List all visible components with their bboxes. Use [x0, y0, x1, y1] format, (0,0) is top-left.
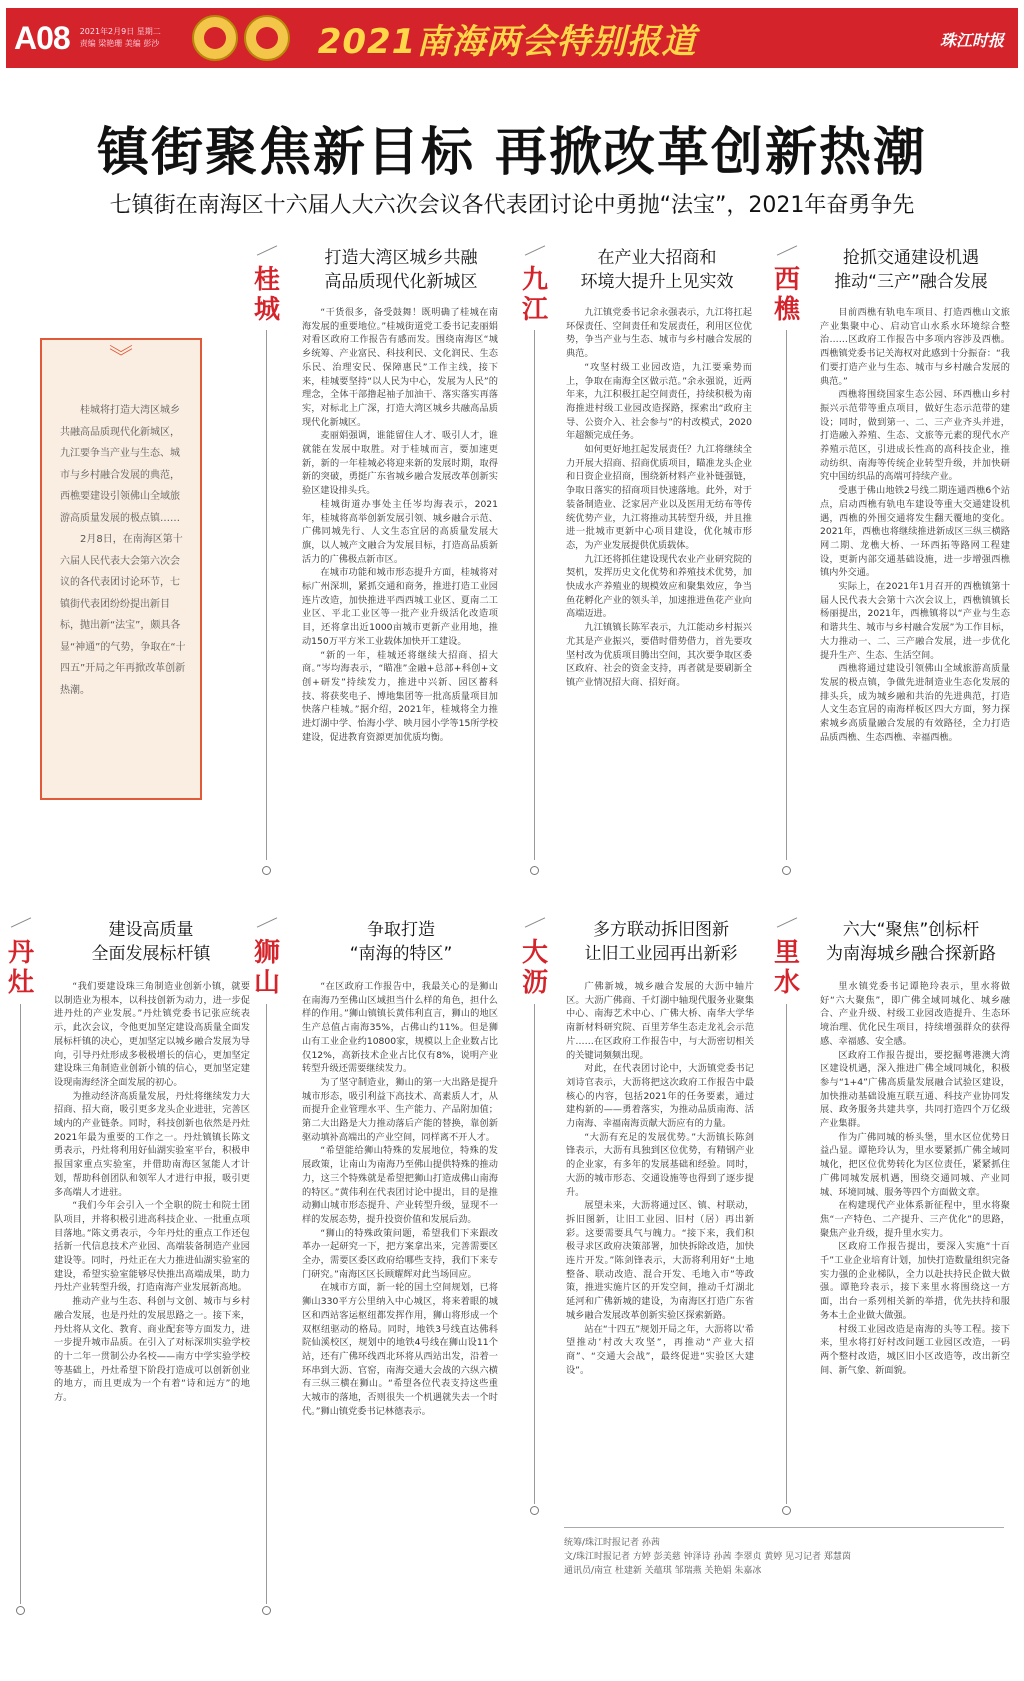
credit-line: 文/珠江时报记者 方婷 彭美慈 钟泽诗 孙茜 李翠贞 黄婷 见习记者 郑慧茵	[564, 1552, 851, 1562]
paragraph: “在区政府工作报告中，我最关心的是狮山在南海乃至佛山区域担当什么样的角色，担什么样的作用。”狮山镇镇长黄伟利直言，狮山的地区生产总值占南海35%，占佛山约11%。但是狮山有工业企业约10800家，规模以上企业数占比仅12%，高新技术企业占比仅有8%，说明产业转型升级还需要继续发力。	[302, 981, 498, 1075]
article-column-guicheng	[302, 306, 498, 874]
divider-dot	[530, 866, 539, 875]
district-label-shishan: 狮山	[253, 938, 280, 998]
divider-dot	[262, 1606, 271, 1615]
section-title-lishui: 六大“聚焦”创标杆 为南海城乡融合探新路	[826, 920, 996, 964]
section-title-guicheng: 打造大湾区城乡共融 高品质现代化新城区	[324, 248, 478, 292]
paragraph: 九江镇镇长陈军表示，九江能动乡村振兴尤其是产业振兴，要借时借势借力，首先要攻坚村改为优质项目腾出空间，其次要争取区委区政府、社会的资金支持，再者就是要刷新全镇产业情况招大商、招好商。	[566, 622, 752, 688]
paragraph: “希望能给狮山特殊的发展地位，特殊的发展政策，让南山为南海乃至佛山提供特殊的推动力，这三个特殊就是希望把狮山打造成佛山南海的特区。”黄伟利在代表团讨论中提出，目的是推动狮山城市形态提升、产业转型升级，显现不一样的发展态势，提升投资价值和发展后劲。	[302, 1145, 498, 1225]
section-title-danzao: 建设高质量 全面发展标杆镇	[91, 920, 211, 964]
divider	[525, 917, 545, 927]
district-label-danzao: 丹灶	[7, 938, 34, 998]
paragraph: 桂城街道办事处主任岑均海表示，2021年，桂城将高举创新发展引领、城乡融合示范、广佛同城先行、人文生态宜居的高质量发展大旗，以人城产文融合为发展目标，打造高品质新活力的广佛极点新市区。	[302, 498, 498, 565]
credit-line: 统筹/珠江时报记者 孙茜	[564, 1538, 660, 1548]
section-title-dali: 多方联动拆旧图新 让旧工业园再出新彩	[584, 920, 738, 964]
byline-credits	[564, 1527, 1004, 1578]
editor-credit: 责编 梁艳珊 美编 彭沙	[79, 39, 160, 48]
paragraph: 九江还将抓住建设现代农业产业研究院的契机，发挥历史文化优势和养殖技术优势，加快成水产养殖业的规模效应和聚集效应，争当鱼花孵化产业的领头羊，加速推进鱼花产业向高端迈进。	[566, 553, 752, 620]
divider	[534, 1004, 535, 1504]
paragraph: “我们要建设珠三角制造业创新小镇，就要以制造业为根本，以科技创新为动力，进一步促进丹灶的产业发展。”丹灶镇党委书记张应统表示，此次会议，令他更加坚定建设高质量全面发展标杆镇的决心，更加坚定以城乡融合发展为导向，引导丹灶形成多极极增长的信心，更加坚定建设珠三角制造业创新小镇的信心，更加坚定建设现南海经济全面发展的初心。	[54, 981, 250, 1088]
banner-title: 2021南海两会特别报道	[317, 21, 697, 62]
paragraph: 展望未来，大沥将通过区、镇、村联动，拆旧图新，让旧工业园、旧村（居）再出新彩。这要需要具气与魄力。“接下来，我们积极寻求区政府决策部署，加快拆除改造，加快连片开发。”陈剑锋表示，大沥将利用好“土地整备、联动改造、混合开发、毛地入市”等政策，推进实施片区的开发空间，推动千灯湖北延河和广佛新城的建设，为南海区打造广东省城乡融合发展改革创新实验区探索新路。	[566, 1200, 754, 1321]
article-column-xiqiao	[820, 306, 1010, 874]
intro-paragraph: 桂城将打造大湾区城乡共融高品质现代化新城区，九江要争当产业与生态、城市与乡村融合发展的典范，西樵要建设引领佛山全域旅游高质量发展的极点镇……	[60, 405, 180, 524]
paragraph: 在城市方面，新一轮的国土空间规划，已将狮山330平方公里纳入中心城区，将来着眼的城区和西站客运枢纽都发挥作用，狮山将形成一个双枢纽驱动的格局。同时，地铁3号线直达佛科院仙溪校区，规划中的地铁4号线在狮山设11个站，还有广佛环线西北环将从西站出发，沿着一环串到大沥、官窑，南海交通大会战的六纵六横有三纵三横在狮山。“希望各位代表支持这些重大城市的落地，否则很失一个机遇就失去一个时代。”狮山镇党委书记林德表示。	[302, 1282, 498, 1417]
cppcc-emblem-icon	[244, 15, 290, 61]
paragraph: “大沥有充足的发展优势。”大沥镇长陈剑锋表示，大沥有具独到区位优势，有精钢产业的企业家，有多年的发展基础和经验。同时，大沥的城市形态、交通设施等也得到了逐步提升。	[566, 1131, 754, 1198]
paragraph: 村级工业园改造是南海的头等工程。接下来，里水将打好村改问题工业园区改造，一码两个整村改造，城区旧小区改造等，改出新空间、新气象、新面貌。	[820, 1323, 1010, 1376]
paragraph: 九江镇党委书记余永强表示，九江将扛起环保责任、空间责任和发展责任，利用区位优势，争当产业与生态、城市与乡村融合发展的典范。	[566, 307, 752, 360]
district-label-jiujiang: 九江	[521, 265, 548, 325]
paragraph: “攻坚村级工业园改造，九江要乘势而上，争取在南海全区做示范。”余永强说，近两年来，九江积极扛起空间责任，持续积极为南海推进村级工业园改造探路，探索出“政府主导、公资介入、社会参与”的村改模式，2020年超额完成任务。	[566, 361, 752, 442]
paragraph: 区政府工作报告提出，要深入实施“十百千”工业企业培育计划，加快打造数量组织完备实力强的企业梯队，全力以赴扶持民企做大做强。谭艳玲表示，接下来里水将围绕这一方面，出台一系列相关新的举措，优先扶持和服务本土企业做大做强。	[820, 1241, 1010, 1321]
issue-date: 2021年2月9日 星期二	[79, 27, 161, 36]
divider-dot	[16, 1606, 25, 1615]
subheadline: 七镇街在南海区十六届人大六次会议各代表团讨论中勇抛“法宝”，2021年奋勇争先	[109, 193, 915, 218]
paragraph: 西樵将围绕国家生态公园、环西樵山乡村振兴示范带等重点项目，做好生态示范带的建设；同时，做到第一、二、三产业齐头并进，打造融入养殖、生态、文旅等元素的现代水产养殖示范区，引进成长性高的高科技企业，推动纺织、南海等传统企业转型升级，并加快研究中国纺织品的高端可持续产业。	[820, 389, 1010, 483]
paragraph: 在构建现代产业体系新征程中，里水将聚焦“一产特色、二产提升、三产优化”的思路，聚焦产业升级，提升里水实力。	[820, 1200, 1010, 1239]
credit-line: 通讯员/南宣 杜建新 关蕴琪 邹瑞燕 关艳娟 朱嘉冰	[564, 1566, 762, 1576]
divider-dot	[530, 1506, 539, 1515]
paragraph: 如何更好地扛起发展责任？九江将继续全力开展大招商、招商优质项目，瞄准龙头企业和日资企业招商，围绕新材料产业补链强链，争取日落实的招商项目快速落地。此外，对于装备制造业、泛家居产业以及医用无纺布等传统优势产业，九江将推动其转型升级，并且推进一批城市更新中心项目建设，优化城市形态，为产业发展提供优质载体。	[566, 444, 752, 551]
paragraph: 西樵将通过建设引领佛山全域旅游高质量发展的极点镇，争做先进制造业生态化发展的排头兵，成为城乡融和共治的先进典范，打造人文生态宜居的南海样板区四大方面，努力探索城乡高质量融合发展的有效路径，全力打造品质西樵、生态西樵、幸福西樵。	[820, 663, 1010, 743]
section-title-jiujiang: 在产业大招商和 环境大提升上见实效	[580, 248, 734, 292]
article-column-jiujiang	[566, 306, 752, 874]
paragraph: 实际上，在2021年1月召开的西樵镇第十届人民代表大会第十六次会议上，西樵镇镇长杨丽提出，2021年，西樵镇将以“产业与生态和谐共生、城市与乡村融合发展”为工作目标，大力推动一、二、三产融合发展，进一步优化提升生产、生态、生活空间。	[820, 581, 1010, 661]
section-title-shishan: 争取打造 “南海的特区”	[349, 920, 453, 964]
divider	[257, 245, 277, 255]
intro-paragraph: 2月8日，在南海区第十六届人民代表大会第六次会议的各代表团讨论环节，七镇街代表团纷纷提出新目标，抛出新“法宝”，颇具各显“神通”的气势，争取在“十四五”开局之年再掀改革创新热潮。	[60, 534, 186, 696]
national-emblem-icon	[192, 15, 238, 61]
date-block	[80, 26, 186, 50]
paragraph: “我们今年会引入一个全职的院士和院士团队项目，并将积极引进高科技企业、一批重点项目落地。”陈文勇表示，今年丹灶的重点工作还包括新一代信息技术产业园、高端装备制造产业园建设等。同时，丹灶正在大力推进仙湖实验室的建设，希望实验室能够尽快推出高端成果，助力丹灶产业转型升级，打造南海产业发展新高地。	[54, 1200, 250, 1294]
divider-dot	[262, 866, 271, 875]
divider	[266, 1004, 267, 1604]
masthead-banner	[6, 8, 1018, 68]
district-label-dali: 大沥	[521, 938, 548, 998]
chevron-down-icon: ︾	[109, 343, 133, 371]
divider	[534, 330, 535, 860]
paragraph: 受惠于佛山地铁2号线二期连通西樵6个站点，启动西樵有轨电车建设等重大交通建设机遇，西樵的外围交通将发生翻天覆地的变化。2021年，西樵也将继续推进新成区三纵三横路网二期、龙樵大桥、一环西拓等路网工程建设，更新内部交通基础设施，进一步增强西樵镇内外交通。	[820, 485, 1010, 579]
divider	[257, 917, 277, 927]
district-label-xiqiao: 西樵	[773, 265, 800, 325]
paragraph: 作为广佛同城的桥头堡，里水区位优势日益凸显。谭艳玲认为，里水要紧抓广佛全域同城化，把区位优势转化为区位责任，紧紧抓住广佛同城发展机遇，围绕交通同城、产业同城、环境同城、服务等四个方面做文章。	[820, 1131, 1010, 1198]
section-title-xiqiao: 抢抓交通建设机遇 推动“三产”融合发展	[834, 248, 988, 292]
paragraph: 为推动经济高质量发展，丹灶将继续发力大招商、招大商，吸引更多龙头企业进驻，完善区域内的产业链条。同时，科技创新也依然是丹灶2021年最为重要的工作之一。丹灶镇镇长陈文勇表示，丹灶将利用好仙湖实验室平台，积极申报国家重点实验室，并借助南海区氢能人才计划，帮助科创团队和领军人才进行申报，吸引更多高端人才进驻。	[54, 1090, 250, 1198]
divider-dot	[782, 1506, 791, 1515]
paragraph: 麦丽娟强调，谁能留住人才、吸引人才，谁就能在发展中取胜。对于桂城而言，要加速更新，新的一年桂城必将迎来新的发展时期，取得新的突破，勇挺广东省城乡融合发展改革创新实验区建设排头兵。	[302, 430, 498, 497]
paragraph: “干货很多，备受鼓舞！既明确了桂城在南海发展的重要地位。”桂城街道党工委书记麦丽娟对看区政府工作报告有感而发。围绕南海区“城乡统筹、产业富民、科技利民、文化润民、生态乐民、治理安民、保障惠民”工作主线，接下来，桂城要坚持“以人民为中心，发展为人民”的理念，全体干部撸起袖子加油干、落实落实再落实，对标北上广深，打造大湾区城乡共融高品质现代化新城区。	[302, 307, 498, 428]
divider	[786, 330, 787, 860]
article-column-lishui	[820, 980, 1010, 1504]
paragraph: 目前西樵有轨电车项目、打造西樵山文旅产业集聚中心、启动官山水系水环境综合整治……区政府工作报告中多项内容涉及西樵。西樵镇党委书记关海权对此感到十分振奋：“我们要打造产业与生态、城市与乡村融合发展的典范。”	[820, 307, 1010, 387]
page-number: A08	[14, 19, 70, 56]
newspaper-logo: 珠江时报	[939, 31, 1004, 50]
article-column-danzao	[54, 980, 250, 1600]
paragraph: “新的一年，桂城还将继续大招商、招大商。”岑均海表示，“瞄准”金融+总部+科创+文创+研发”持续发力，推进中兴新、园区蓄科技、将获奖电子、博地集团等一批高质量项目加快落户桂城。”据介绍，2021年，桂城将全力推进灯湖中学、怡海小学、映月园小学等15所学校建设，促进教育资源更加优质均衡。	[302, 649, 498, 743]
paragraph: 里水镇党委书记谭艳玲表示，里水将做好“六大聚焦”，即广佛全域同城化、城乡融合、产业升级、村级工业园改造提升、生态环境治理、优化民生项目，持续增强群众的获得感、幸福感、安全感。	[820, 981, 1010, 1047]
divider-dot	[782, 866, 791, 875]
divider	[266, 330, 267, 860]
divider	[786, 1004, 787, 1504]
paragraph: 推动产业与生态、科创与文创、城市与乡村融合发展，也是丹灶的发展思路之一。接下来，丹灶将从文化、教育、商业配套等方面发力，进一步提升城市品质。在引入了对标深圳实验学校的十二年一贯制公办名校——南方中学实验学校等基础上，丹灶希望下阶段打造成可以创新创业的地方，而且更成为一个有着“诗和远方”的地方。	[54, 1296, 250, 1404]
divider	[525, 245, 545, 255]
paragraph: 站在“十四五”规划开局之年，大沥将以‘希望推动’村改大攻坚”，再推动“产业大招商”、“交通大会战”，最终促进“实验区大建设”。	[566, 1323, 754, 1376]
district-label-guicheng: 桂城	[253, 265, 280, 325]
divider	[777, 917, 797, 927]
divider	[20, 1004, 21, 1604]
intro-box	[40, 338, 202, 800]
article-column-dali	[566, 980, 754, 1504]
paragraph: 对此，在代表团讨论中，大沥镇党委书记刘诗官表示，大沥将把这次政府工作报告中最核心的内容，包括2021年的任务要素，通过建构新的——勇着落实，为推动品质南海、活力南海、幸福南海贡献大沥应有的力量。	[566, 1063, 754, 1130]
paragraph: 在城市功能和城市形态提升方面，桂城将对标广州深圳，紧抓交通和商务，推进打造工业园连片改造，加快推进平西西城工业区、夏南二工业区、平北工业区等一批产业升级活化改造项目，还将拿出近1000亩城市更新产业用地，推动150万平方米工业载体加快开工建设。	[302, 567, 498, 647]
divider	[777, 245, 797, 255]
paragraph: 广佛新城，城乡融合发展的大沥中轴片区。大沥广佛商、千灯湖中轴现代服务业聚集中心、南海艺术中心、广佛大桥、南华大学华南新材料研究院、百里芳华生态走龙礼会示范片……在区政府工作报告中，与大沥密切相关的关键词频频出现。	[566, 981, 754, 1061]
district-label-lishui: 里水	[773, 938, 800, 998]
paragraph: 为了坚守制造业，狮山的第一大出路是提升城市形态，吸引利益下高技术、高素质人才，从而提升企业管理水平、生产能力、产品附加值；第二大出路是大力推动落后产能的替换，靠创新驱动填补高端出的产业空间，同样离不开人才。	[302, 1076, 498, 1143]
divider	[11, 917, 31, 927]
article-column-shishan	[302, 980, 498, 1580]
paragraph: “狮山的特殊政策问题，希望我们下来跟改革办一起研究一下，把方案拿出来，完善需要区全办，需要区委区政府给哪些支持，我们下来专门研究。”南海区区长顾耀辉对此当场回应。	[302, 1227, 498, 1280]
headline: 镇街聚焦新目标 再掀改革创新热潮	[96, 123, 928, 183]
paragraph: 区政府工作报告提出，要挖掘粤港澳大湾区建设机遇，深入推进广佛全域同城化，积极参与“1+4”广佛高质量发展融合试验区建设，加快推动基础设施互联互通、科技产业协同发展、政务服务共建共享，共同打造四个万亿级产业集群。	[820, 1049, 1010, 1130]
